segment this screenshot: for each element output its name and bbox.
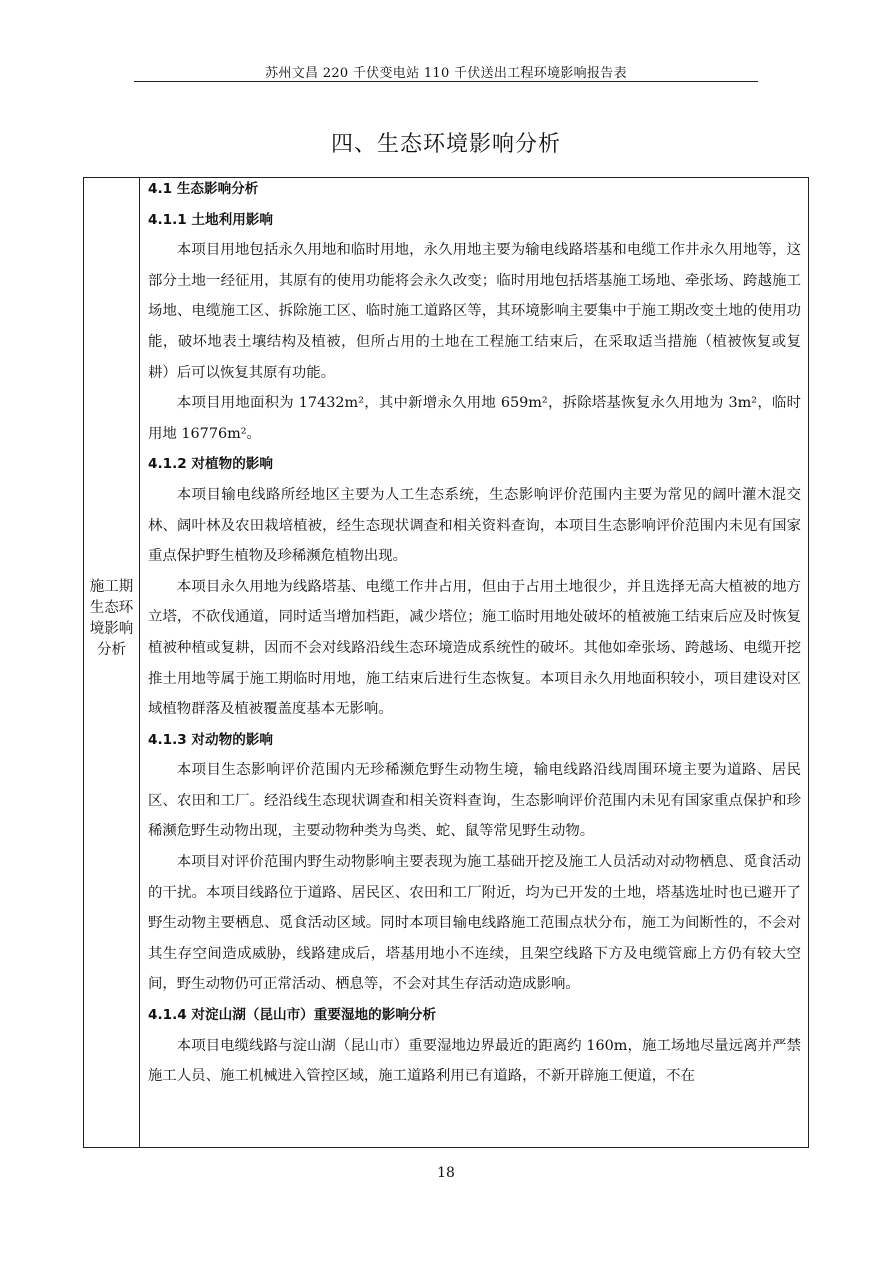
paragraph-plants-1: 本项目输电线路所经地区主要为人工生态系统，生态影响评价范围内主要为常见的阔叶灌木混交林、阔叶林及农田栽培植被，经生态现状调查和相关资料查询，本项目生态影响评价范围内未见有国家重点保护野生植物及珍稀濒危植物出现。 [148,486,801,565]
category-column [84,178,140,1147]
section-heading-4-1-4: 4.1.4 对淀山湖（昆山市）重要湿地的影响分析 [148,1007,437,1024]
section-heading-4-1-2: 4.1.2 对植物的影响 [148,456,273,473]
paragraph-plants-2: 本项目永久用地为线路塔基、电缆工作井占用，但由于占用土地很少，并且选择无高大植被的地方立塔，不砍伐通道，同时适当增加档距，减少塔位；施工临时用地处破坏的植被施工结束后应及时恢复植被种植或复耕，因而不会对线路沿线生态环境造成系统性的破坏。其他如牵张场、跨越场、电缆开挖推土用地等属于施工期临时用地，施工结束后进行生态恢复。本项目永久用地面积较小，项目建设对区域植物群落及植被覆盖度基本无影响。 [148,578,801,718]
header-rule [134,81,758,82]
paragraph-land-use-2: 本项目用地面积为 17432m²，其中新增永久用地 659m²，拆除塔基恢复永久用地为 3m²，临时用地 16776m²。 [148,395,801,442]
analysis-table [83,177,809,1148]
paragraph-animals-2: 本项目对评价范围内野生动物影响主要表现为施工基础开挖及施工人员活动对动物栖息、觅食活动的干扰。本项目线路位于道路、居民区、农田和工厂附近，均为已开发的土地，塔基选址时也已避开了野生动物主要栖息、觅食活动区域。同时本项目输电线路施工范围点状分布，施工为间断性的，不会对其生存空间造成威胁，线路建成后，塔基用地小不连续，且架空线路下方及电缆管廊上方仍有较大空间，野生动物仍可正常活动、栖息等，不会对其生存活动造成影响。 [148,854,801,993]
chapter-title: 四、生态环境影响分析 [330,132,561,157]
paragraph-land-use-1: 本项目用地包括永久用地和临时用地，永久用地主要为输电线路塔基和电缆工作井永久用地等，这部分土地一经征用，其原有的使用功能将会永久改变；临时用地包括塔基施工场地、牵张场、跨越施工场地、电缆施工区、拆除施工区、临时施工道路区等，其环境影响主要集中于施工期改变土地的使用功能，破坏地表土壤结构及植被，但所占用的土地在工程施工结束后，在采取适当措施（植被恢复或复耕）后可以恢复其原有功能。 [148,242,801,381]
category-label: 施工期生态环境影响分析 [89,579,134,658]
paragraph-wetland-1: 本项目电缆线路与淀山湖（昆山市）重要湿地边界最近的距离约 160m，施工场地尽量远离并严禁施工人员、施工机械进入管控区域，施工道路利用已有道路，不新开辟施工便道，不在 [148,1037,801,1085]
content-cell [148,178,801,1092]
running-header: 苏州文昌 220 千伏变电站 110 千伏送出工程环境影响报告表 [265,66,627,81]
section-heading-4-1-1: 4.1.1 土地利用影响 [148,211,273,228]
paragraph-animals-1: 本项目生态影响评价范围内无珍稀濒危野生动物生境，输电线路沿线周围环境主要为道路、居民区、农田和工厂。经沿线生态现状调查和相关资料查询，生态影响评价范围内未见有国家重点保护和珍稀濒危野生动物出现，主要动物种类为鸟类、蛇、鼠等常见野生动物。 [148,762,801,840]
section-heading-4-1-3: 4.1.3 对动物的影响 [148,731,273,748]
page-number: 18 [437,1165,455,1181]
section-heading-4-1: 4.1 生态影响分析 [148,181,259,197]
